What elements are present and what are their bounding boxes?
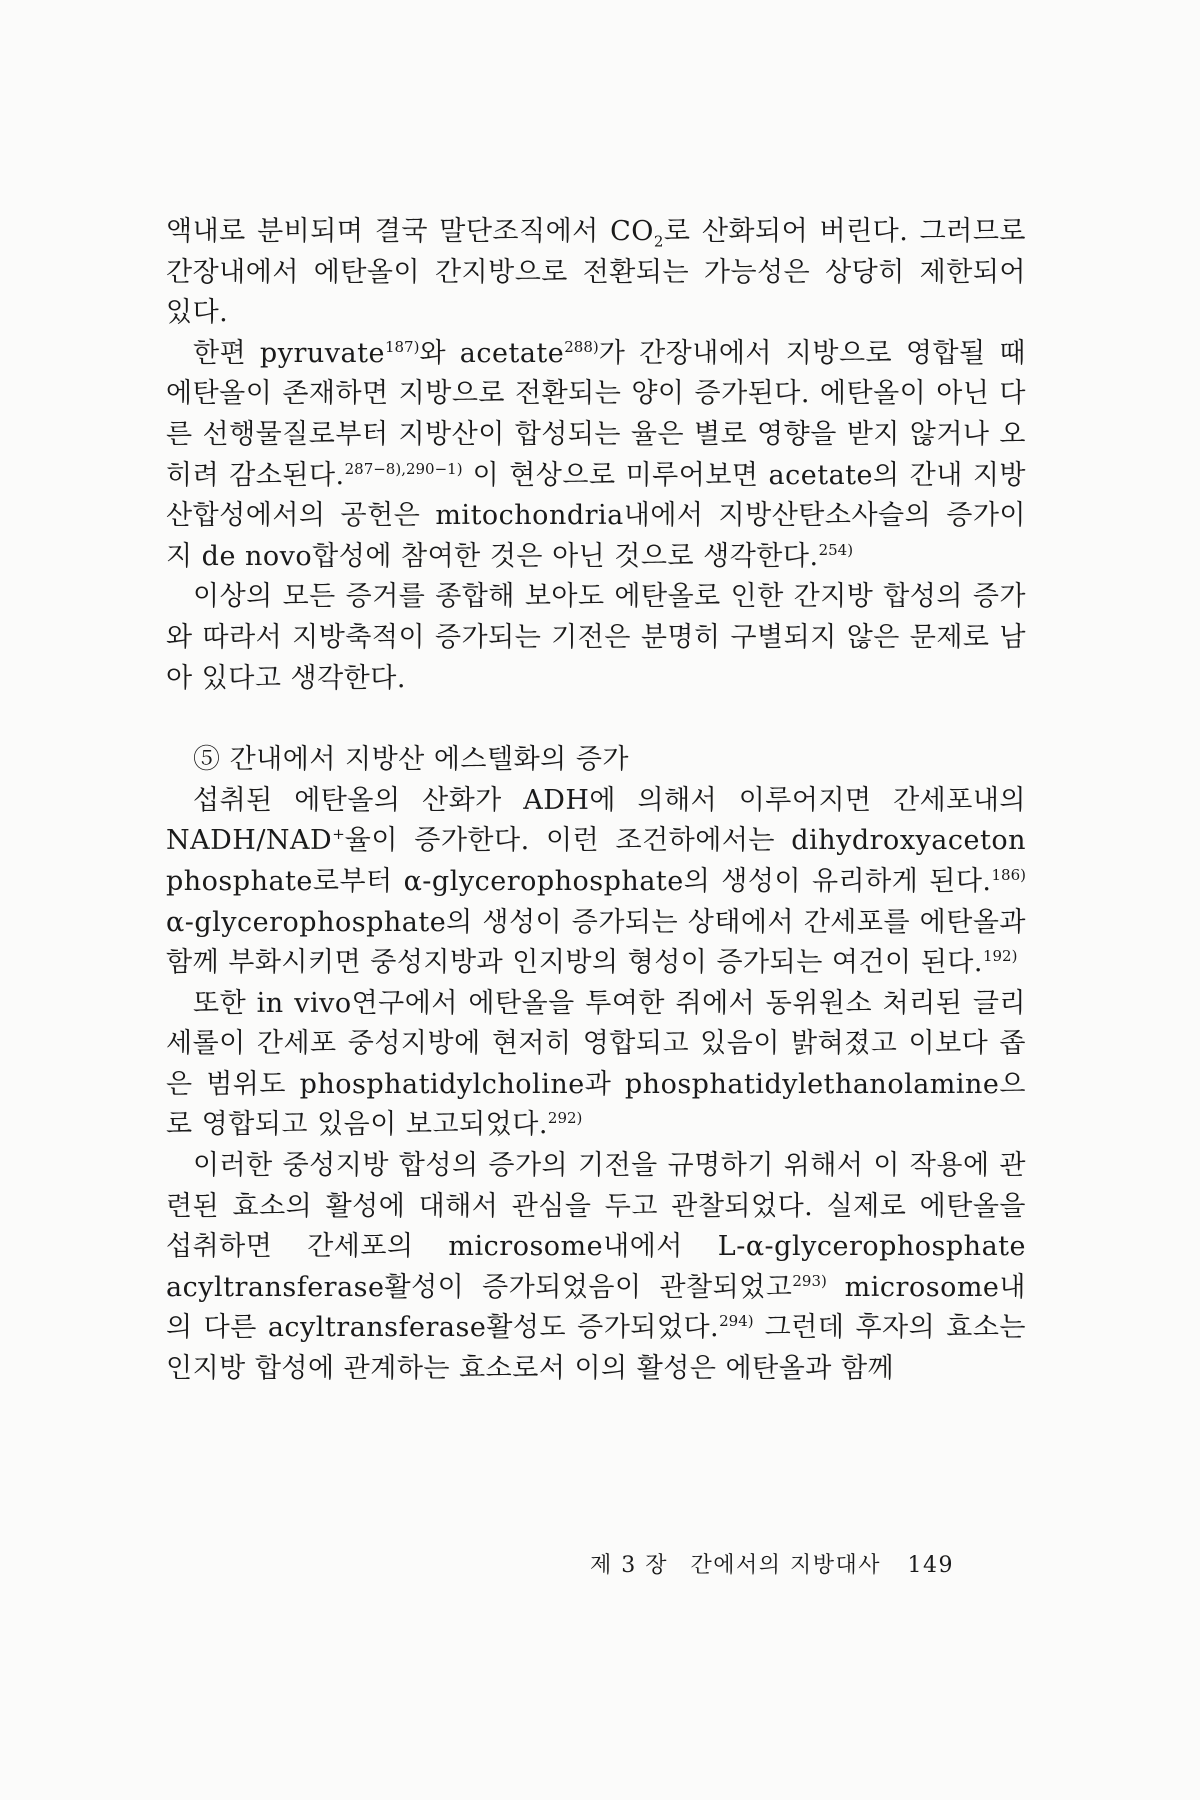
footer-chapter: 제 3 장 — [590, 1553, 668, 1578]
text-run: 이 현상으로 미루어보면 acetate의 간내 지방산합성에서의 공헌은 mitochondria내에서 지방산탄소사슬의 증가이지 de novo합성에 참여한 것은 아닌 것으로 생각한다. — [166, 459, 1026, 572]
reference-marker: 186) — [991, 865, 1026, 884]
reference-marker: 187) — [384, 337, 420, 356]
text-run: ⑤ 간내에서 지방산 에스텔화의 증가 — [193, 744, 629, 776]
text-run: 와 acetate — [419, 337, 565, 369]
footer-chapter-title: 간에서의 지방대사 — [690, 1553, 882, 1578]
reference-marker: 254) — [818, 540, 854, 559]
text-run: 로 산화되어 버린다. 그러므로 간장내에서 에탄올이 간지방으로 전환되는 가능성은 상당히 제한되어 있다. — [166, 216, 1026, 329]
text-run: 또한 in vivo연구에서 에탄올을 투여한 쥐에서 동위원소 처리된 글리세롤이 간세포 중성지방에 현저히 영합되고 있음이 밝혀졌고 이보다 좁은 범위도 phosphatidylcholine과 phosphatidylethanolamine으로 영합되고 있음이 보고되었다. — [166, 987, 1026, 1141]
body-paragraph — [166, 334, 1026, 578]
reference-marker: + — [332, 825, 345, 844]
body-paragraph — [166, 781, 1026, 984]
text-run: 이상의 모든 증거를 종합해 보아도 에탄올로 인한 간지방 합성의 증가와 따라서 지방축적이 증가되는 기전은 분명히 구별되지 않은 문제로 남아 있다고 생각한다. — [166, 581, 1026, 694]
text-run: 율이 증가한다. 이런 조건하에서는 dihydroxyaceton phosphate로부터 α-glycerophosphate의 생성이 유리하게 된다. — [166, 825, 1026, 897]
body-paragraph — [166, 577, 1026, 699]
reference-marker: 287−8),290−1) — [344, 459, 463, 478]
page-number: 149 — [907, 1553, 955, 1578]
text-run: 한편 pyruvate — [193, 337, 385, 369]
text-run: 그런데 후자의 효소는 인지방 합성에 관계하는 효소로서 이의 활성은 에탄올과 함께 — [166, 1312, 1026, 1385]
text-run: α-glycerophosphate의 생성이 증가되는 상태에서 간세포를 에탄올과 함께 부화시키면 중성지방과 인지방의 형성이 증가되는 여건이 된다. — [166, 906, 1026, 979]
reference-marker: 294) — [719, 1312, 754, 1331]
paragraph-spacer — [166, 699, 1026, 740]
reference-marker: 192) — [982, 947, 1018, 966]
reference-marker: 293) — [792, 1271, 827, 1290]
section-heading — [166, 740, 1026, 781]
reference-marker: 288) — [564, 337, 599, 356]
text-run: 섭취된 에탄올의 산화가 ADH에 의해서 이루어지면 간세포내의 NADH/NAD — [166, 784, 1026, 857]
text-run: 가 간장내에서 지방으로 영합될 때 에탄올이 존재하면 지방으로 전환되는 양이 증가된다. 에탄올이 아닌 다른 선행물질로부터 지방산이 합성되는 율은 별로 영향을 받지 않거나 오히려 감소된다. — [166, 337, 1026, 491]
subscript: 2 — [653, 232, 664, 251]
body-paragraph — [166, 1146, 1026, 1390]
text-run: 액내로 분비되며 결국 말단조직에서 CO — [166, 216, 654, 247]
text-run: 이러한 중성지방 합성의 증가의 기전을 규명하기 위해서 이 작용에 관련된 효소의 활성에 대해서 관심을 두고 관찰되었다. 실제로 에탄올을 섭취하면 간세포의 microsome내에서 L-α-glycerophosphate acyltransferase활성이 증가되었음이 관찰되었고 — [166, 1150, 1026, 1303]
text-run: microsome내의 다른 acyltransferase활성도 증가되었다. — [166, 1271, 1026, 1344]
body-paragraph — [166, 212, 1026, 334]
page-footer — [590, 1548, 954, 1579]
body-paragraph — [166, 984, 1026, 1146]
document-page — [166, 212, 1026, 1390]
reference-marker: 292) — [547, 1109, 583, 1128]
